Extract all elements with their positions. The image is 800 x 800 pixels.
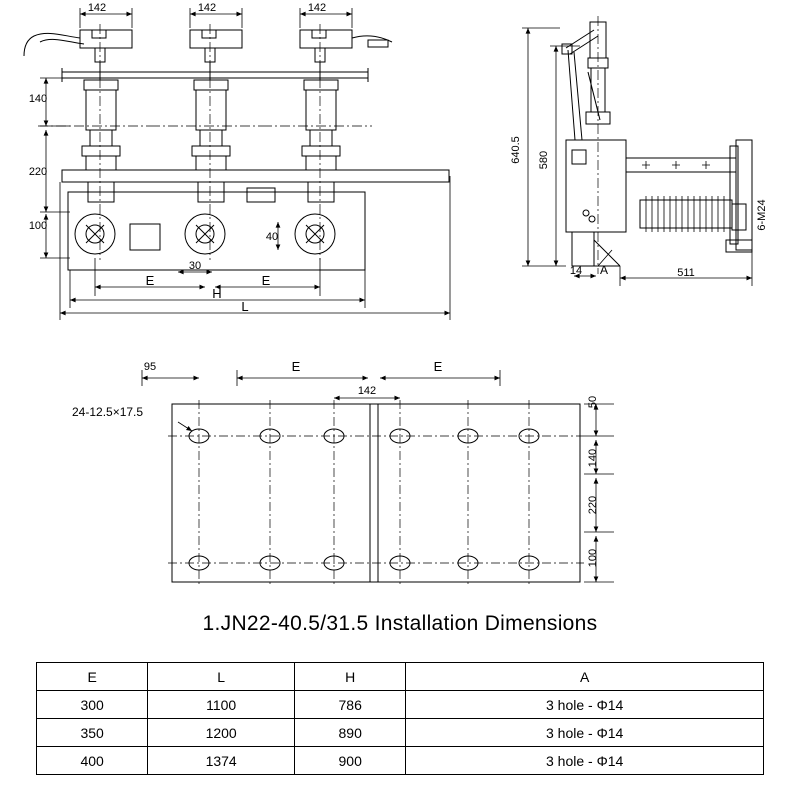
plan-dim-95: 95	[143, 361, 157, 373]
plan-dim-142: 142	[357, 385, 377, 397]
cell-A: 3 hole - Φ14	[406, 719, 764, 747]
dim-L: L	[241, 299, 249, 314]
plan-dim-50: 50	[587, 395, 599, 409]
plan-dim-140: 140	[587, 448, 599, 468]
dim-220: 220	[28, 166, 48, 178]
plan-dim-E1: E	[291, 359, 301, 374]
cell-H: 786	[295, 691, 406, 719]
col-header-H: H	[295, 663, 406, 691]
plan-dim-100: 100	[587, 548, 599, 568]
table-row	[37, 747, 764, 775]
label-6-M24: 6-M24	[756, 199, 768, 231]
cell-H: 890	[295, 719, 406, 747]
dim-580: 580	[538, 150, 550, 170]
dim-30: 30	[188, 260, 202, 272]
cell-A: 3 hole - Φ14	[406, 691, 764, 719]
dim-142-c: 142	[307, 2, 327, 14]
dim-14: 14	[569, 265, 583, 277]
cell-L: 1374	[148, 747, 295, 775]
cell-E: 350	[37, 719, 148, 747]
plan-dim-E2: E	[433, 359, 443, 374]
spec-table	[36, 662, 764, 775]
plan-dim-220: 220	[587, 495, 599, 515]
dim-E-left: E	[145, 273, 155, 288]
dim-511: 511	[677, 267, 695, 279]
dim-H: H	[212, 286, 222, 301]
col-header-E: E	[37, 663, 148, 691]
table-row	[37, 691, 764, 719]
cell-H: 900	[295, 747, 406, 775]
plan-hole-note: 24-12.5×17.5	[72, 405, 144, 419]
table-header-row	[37, 663, 764, 691]
table-row	[37, 719, 764, 747]
cell-E: 400	[37, 747, 148, 775]
col-header-L: L	[148, 663, 295, 691]
dim-640: 640.5	[510, 136, 522, 164]
dim-142-a: 142	[87, 2, 107, 14]
dim-E-right: E	[261, 273, 271, 288]
cell-A: 3 hole - Φ14	[406, 747, 764, 775]
cell-L: 1100	[148, 691, 295, 719]
cell-L: 1200	[148, 719, 295, 747]
col-header-A: A	[406, 663, 764, 691]
dim-A: A	[599, 263, 609, 277]
dim-140: 140	[28, 93, 48, 105]
dim-142-b: 142	[197, 2, 217, 14]
cell-E: 300	[37, 691, 148, 719]
dim-100: 100	[28, 220, 48, 232]
page-title: 1.JN22-40.5/31.5 Installation Dimensions	[202, 612, 598, 635]
dim-40: 40	[265, 231, 279, 243]
